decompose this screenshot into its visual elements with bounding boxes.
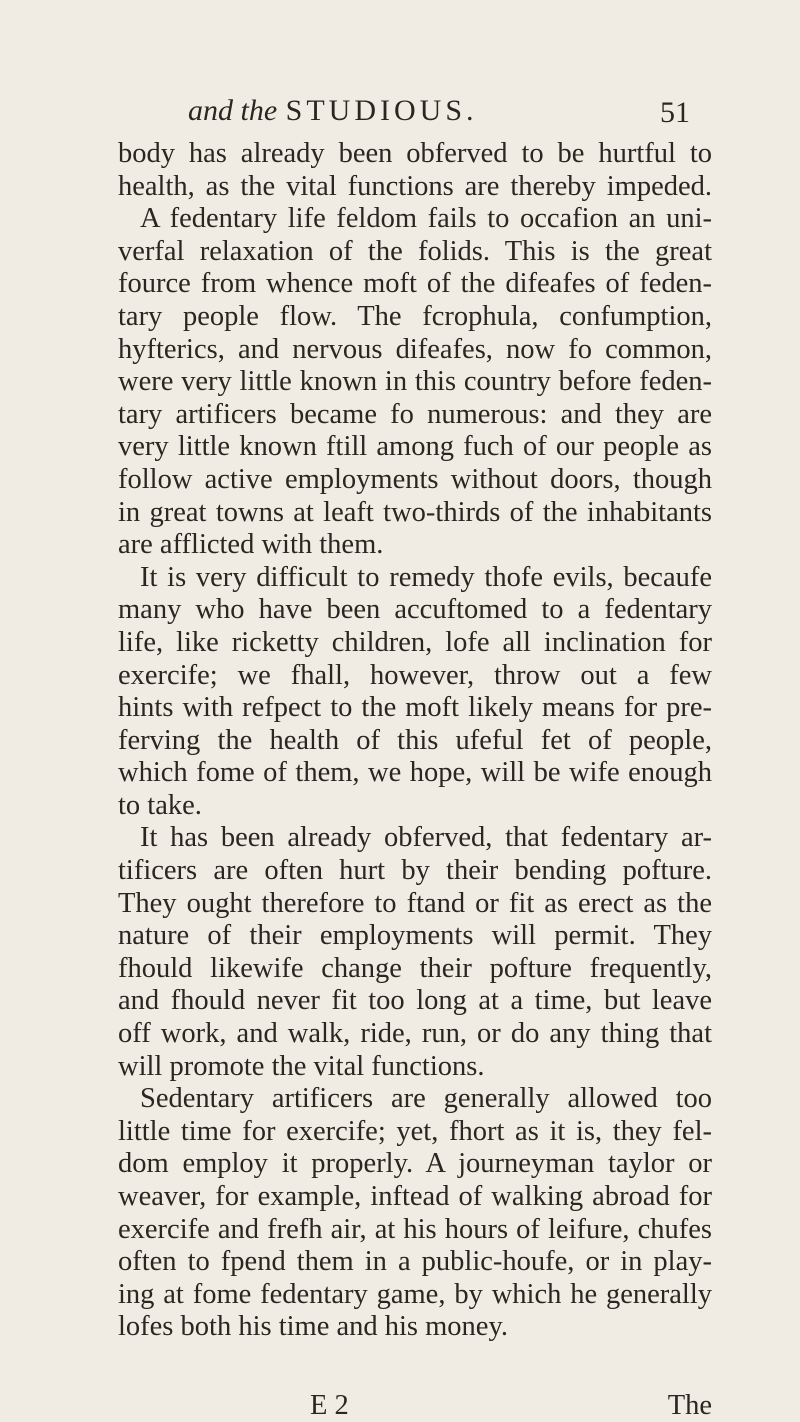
running-title-prefix: and the <box>188 94 278 127</box>
text-line: dom employ it properly. A journeyman taylor or <box>118 1148 712 1180</box>
page-footer <box>118 1390 712 1422</box>
text-line: follow active employments without doors, though <box>118 463 712 495</box>
text-line: health, as the vital functions are thereby impeded. <box>118 170 712 202</box>
text-line: life, like ricketty children, lofe all inclination for <box>118 626 712 658</box>
text-line: fource from whence moft of the difeafes of feden- <box>118 268 712 300</box>
text-line: are afflicted with them. <box>118 529 384 561</box>
text-line: tary artificers became fo numerous: and they are <box>118 398 712 430</box>
text-line: will promote the vital functions. <box>118 1050 485 1082</box>
text-line: Sedentary artificers are generally allowed too <box>140 1083 712 1115</box>
text-line: to take. <box>118 789 202 821</box>
catchword: The <box>667 1390 712 1421</box>
running-head <box>120 94 700 134</box>
running-title <box>188 94 478 128</box>
text-line: tificers are often hurt by their bending pofture. <box>118 855 712 887</box>
text-line: were very little known in this country before feden- <box>118 366 712 398</box>
text-line: exercife; we fhall, however, throw out a few <box>118 659 712 691</box>
text-line: in great towns at leaft two-thirds of the inhabitants <box>118 496 712 528</box>
text-line: tary people flow. The fcrophula, confumption, <box>118 300 712 332</box>
text-line: nature of their employments will permit. They <box>118 920 712 952</box>
text-line: very little known ftill among fuch of our people as <box>118 431 712 463</box>
text-line: body has already been obferved to be hurtful to <box>118 138 712 169</box>
text-line: and fhould never fit too long at a time, but leave <box>118 985 712 1017</box>
text-line: A fedentary life feldom fails to occafion an uni- <box>140 203 712 235</box>
text-line: hyfterics, and nervous difeafes, now fo common, <box>118 333 712 365</box>
signature-mark: E 2 <box>310 1390 349 1421</box>
text-line: It has been already obferved, that fedentary ar- <box>140 822 712 854</box>
text-line: ing at fome fedentary game, by which he generally <box>118 1278 712 1310</box>
text-line: weaver, for example, inftead of walking abroad for <box>118 1181 712 1212</box>
body-text <box>118 138 712 1344</box>
text-line: hints with refpect to the moft likely means for pre- <box>118 692 712 724</box>
text-line: many who have been accuftomed to a fedentary <box>118 594 712 626</box>
text-line: lofes both his time and his money. <box>118 1311 508 1343</box>
text-line: It is very difficult to remedy thofe evils, becaufe <box>140 561 712 593</box>
running-title-main: STUDIOUS. <box>285 94 478 127</box>
page-number: 51 <box>660 96 690 129</box>
text-line: They ought therefore to ftand or fit as erect as the <box>118 887 712 919</box>
text-line: which fome of them, we hope, will be wife enough <box>118 757 712 789</box>
text-line: fhould likewife change their pofture frequently, <box>118 952 712 984</box>
text-line: exercife and frefh air, at his hours of leifure, chufes <box>118 1213 712 1245</box>
text-line: often to fpend them in a public-houfe, or in play- <box>118 1246 712 1278</box>
text-line: off work, and walk, ride, run, or do any thing that <box>118 1018 712 1050</box>
text-line: little time for exercife; yet, fhort as it is, they fel- <box>118 1115 712 1147</box>
text-line: verfal relaxation of the folids. This is the great <box>118 235 712 267</box>
text-line: ferving the health of this ufeful fet of people, <box>118 724 712 756</box>
